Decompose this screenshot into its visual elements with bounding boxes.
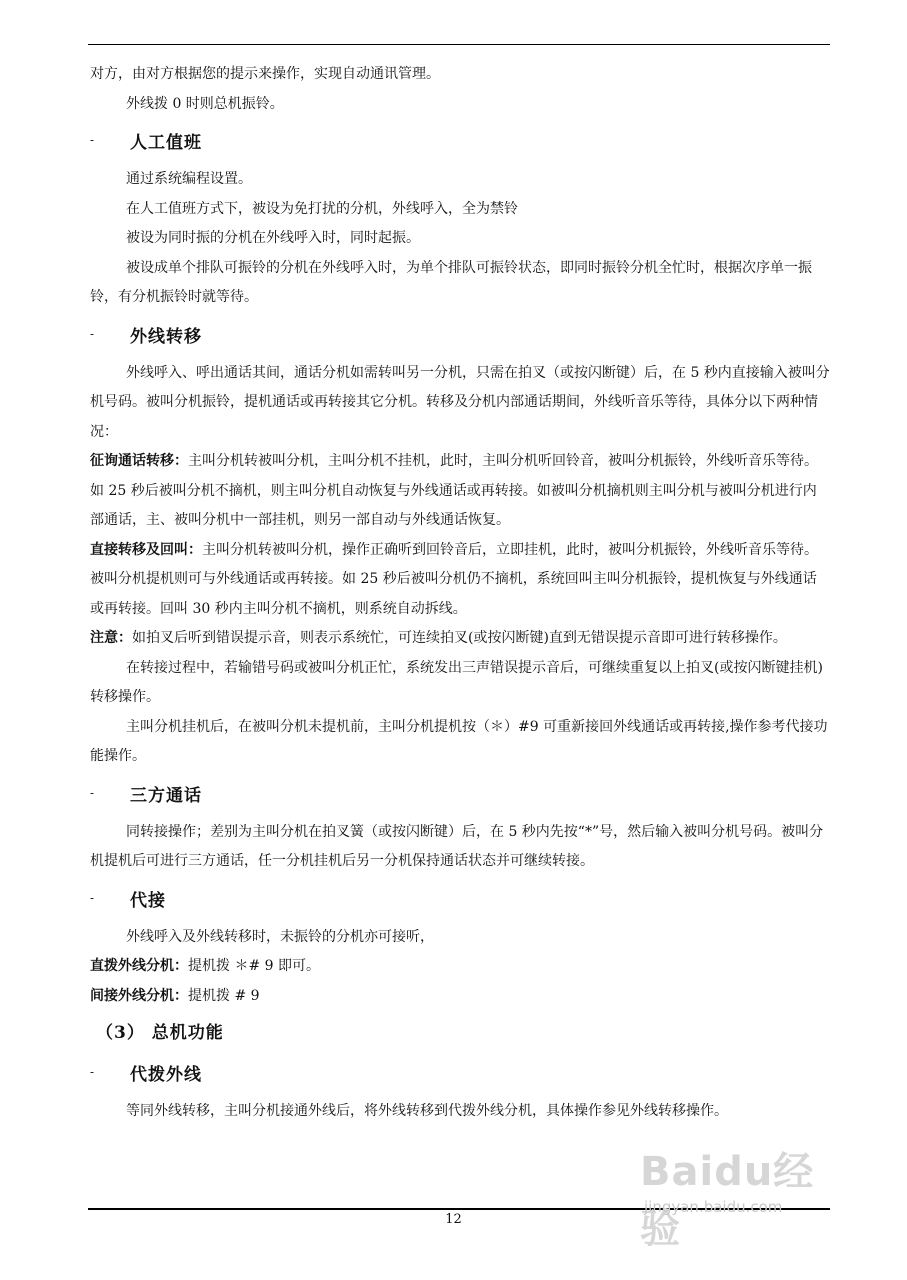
paragraph (90, 952, 830, 982)
paragraph (90, 447, 830, 536)
watermark-url: jingyan.baidu.com (644, 1198, 783, 1216)
baidu-watermark-logo: Baidu经验 (640, 1149, 815, 1252)
paragraph-text: 主叫分机转被叫分机，主叫分机不挂机，此时，主叫分机听回铃音，被叫分机振铃，外线听音乐等待。如 25 秒后被叫分机不摘机，则主叫分机自动恢复与外线通话或再转接。如被叫分机摘机则主叫分机与被叫分机进行内部通话，主、被叫分机中一部挂机，则另一部自动与外线通话恢复。 (90, 453, 818, 528)
paragraph (90, 536, 830, 625)
paragraph (90, 982, 830, 1012)
paragraph-text: 如拍叉后听到错误提示音，则表示系统忙，可连续拍叉(或按闪断键)直到无错误提示音即可进行转移操作。 (132, 630, 787, 646)
section-bullet: - (90, 890, 96, 905)
paragraph-lead-term: 征询通话转移： (90, 453, 188, 469)
page-content (90, 60, 830, 1127)
paragraph (90, 90, 830, 120)
paragraph (90, 654, 830, 713)
section-heading-text: 三方通话 (130, 785, 202, 806)
section-heading (90, 1057, 830, 1093)
paragraph-text: 通过系统编程设置。 (126, 171, 252, 187)
paragraph (90, 195, 830, 225)
paragraph (90, 624, 830, 654)
paragraph-text: 外线呼入及外线转移时，未振铃的分机亦可接听， (126, 928, 434, 945)
paragraph-lead-term: 直接转移及回叫： (90, 541, 202, 558)
paragraph-text: 在人工值班方式下，被设为免打扰的分机，外线呼入，全为禁铃 (126, 200, 518, 217)
chapter-heading: （3） 总机功能 (96, 1023, 224, 1043)
paragraph-text: 被设为同时振的分机在外线呼入时，同时起振。 (126, 230, 420, 246)
section-heading (90, 883, 830, 919)
paragraph-lead-term: 直拨外线分机： (90, 958, 188, 974)
section-heading-text: 代拨外线 (130, 1065, 202, 1085)
paragraph (90, 60, 830, 90)
paragraph (90, 818, 830, 877)
paragraph-text: 提机拨 # 9 (188, 987, 260, 1004)
paragraph-text: 外线呼入、呼出通话其间，通话分机如需转叫另一分机，只需在拍叉（或按闪断键）后，在 5 秒内直接输入被叫分机号码。被叫分机振铃，提机通话或再转接其它分机。转移及分机内部通话期间，外线听音乐等待，具体分以下两种情况： (90, 364, 830, 440)
page-number: 12 (445, 1212, 462, 1227)
paragraph-lead-term: 注意： (90, 630, 132, 646)
watermark (640, 1140, 840, 1252)
section-bullet: - (90, 326, 96, 341)
paragraph-text: 提机拨 ＊# 9 即可。 (188, 958, 320, 974)
paragraph-text: 被设成单个排队可振铃的分机在外线呼入时，为单个排队可振铃状态，即同时振铃分机全忙时，根据次序单一振铃，有分机振铃时就等待。 (90, 259, 812, 305)
paragraph (90, 254, 830, 313)
header-rule (88, 44, 830, 45)
section-heading (90, 319, 830, 355)
paragraph (90, 165, 830, 195)
paragraph-text: 在转接过程中，若输错号码或被叫分机正忙，系统发出三声错误提示音后，可继续重复以上拍叉(或按闪断键挂机)转移操作。 (90, 659, 823, 705)
paragraph-text: 对方，由对方根据您的提示来操作，实现自动通讯管理。 (90, 66, 440, 82)
paragraph-text: 同转接操作；差别为主叫分机在拍叉簧（或按闪断键）后，在 5 秒内先按“*”号，然后输入被叫分机号码。被叫分机提机后可进行三方通话，任一分机挂机后另一分机保持通话状态并可继续转接。 (90, 823, 824, 869)
paragraph-text: 外线拨 0 时则总机振铃。 (126, 95, 284, 112)
section-heading-text: 代接 (130, 890, 166, 911)
section-bullet: - (90, 1065, 96, 1079)
paragraph (90, 923, 830, 953)
section-heading-text: 外线转移 (130, 326, 202, 347)
paragraph-lead-term: 间接外线分机： (90, 987, 188, 1004)
paragraph-text: 等同外线转移，主叫分机接通外线后，将外线转移到代拨外线分机，具体操作参见外线转移操作。 (126, 1103, 728, 1119)
section-heading (90, 125, 830, 161)
paragraph (90, 224, 830, 254)
section-heading-text: 人工值班 (130, 133, 202, 153)
section-bullet: - (90, 785, 96, 800)
paragraph-text: 主叫分机转被叫分机，操作正确听到回铃音后，立即挂机，此时，被叫分机振铃，外线听音乐等待。被叫分机提机则可与外线通话或再转接。如 25 秒后被叫分机仍不摘机，系统回叫主叫分机振铃，提机恢复与外线通话或再转接。回叫 30 秒内主叫分机不摘机，则系统自动拆线。 (90, 541, 818, 617)
section-heading (90, 778, 830, 814)
paragraph (90, 359, 830, 448)
paragraph (90, 713, 830, 772)
paragraph (90, 1097, 830, 1127)
section-bullet: - (90, 133, 96, 147)
paragraph-text: 主叫分机挂机后，在被叫分机未提机前，主叫分机提机按（＊）#9 可重新接回外线通话或再转接,操作参考代接功能操作。 (90, 718, 828, 764)
